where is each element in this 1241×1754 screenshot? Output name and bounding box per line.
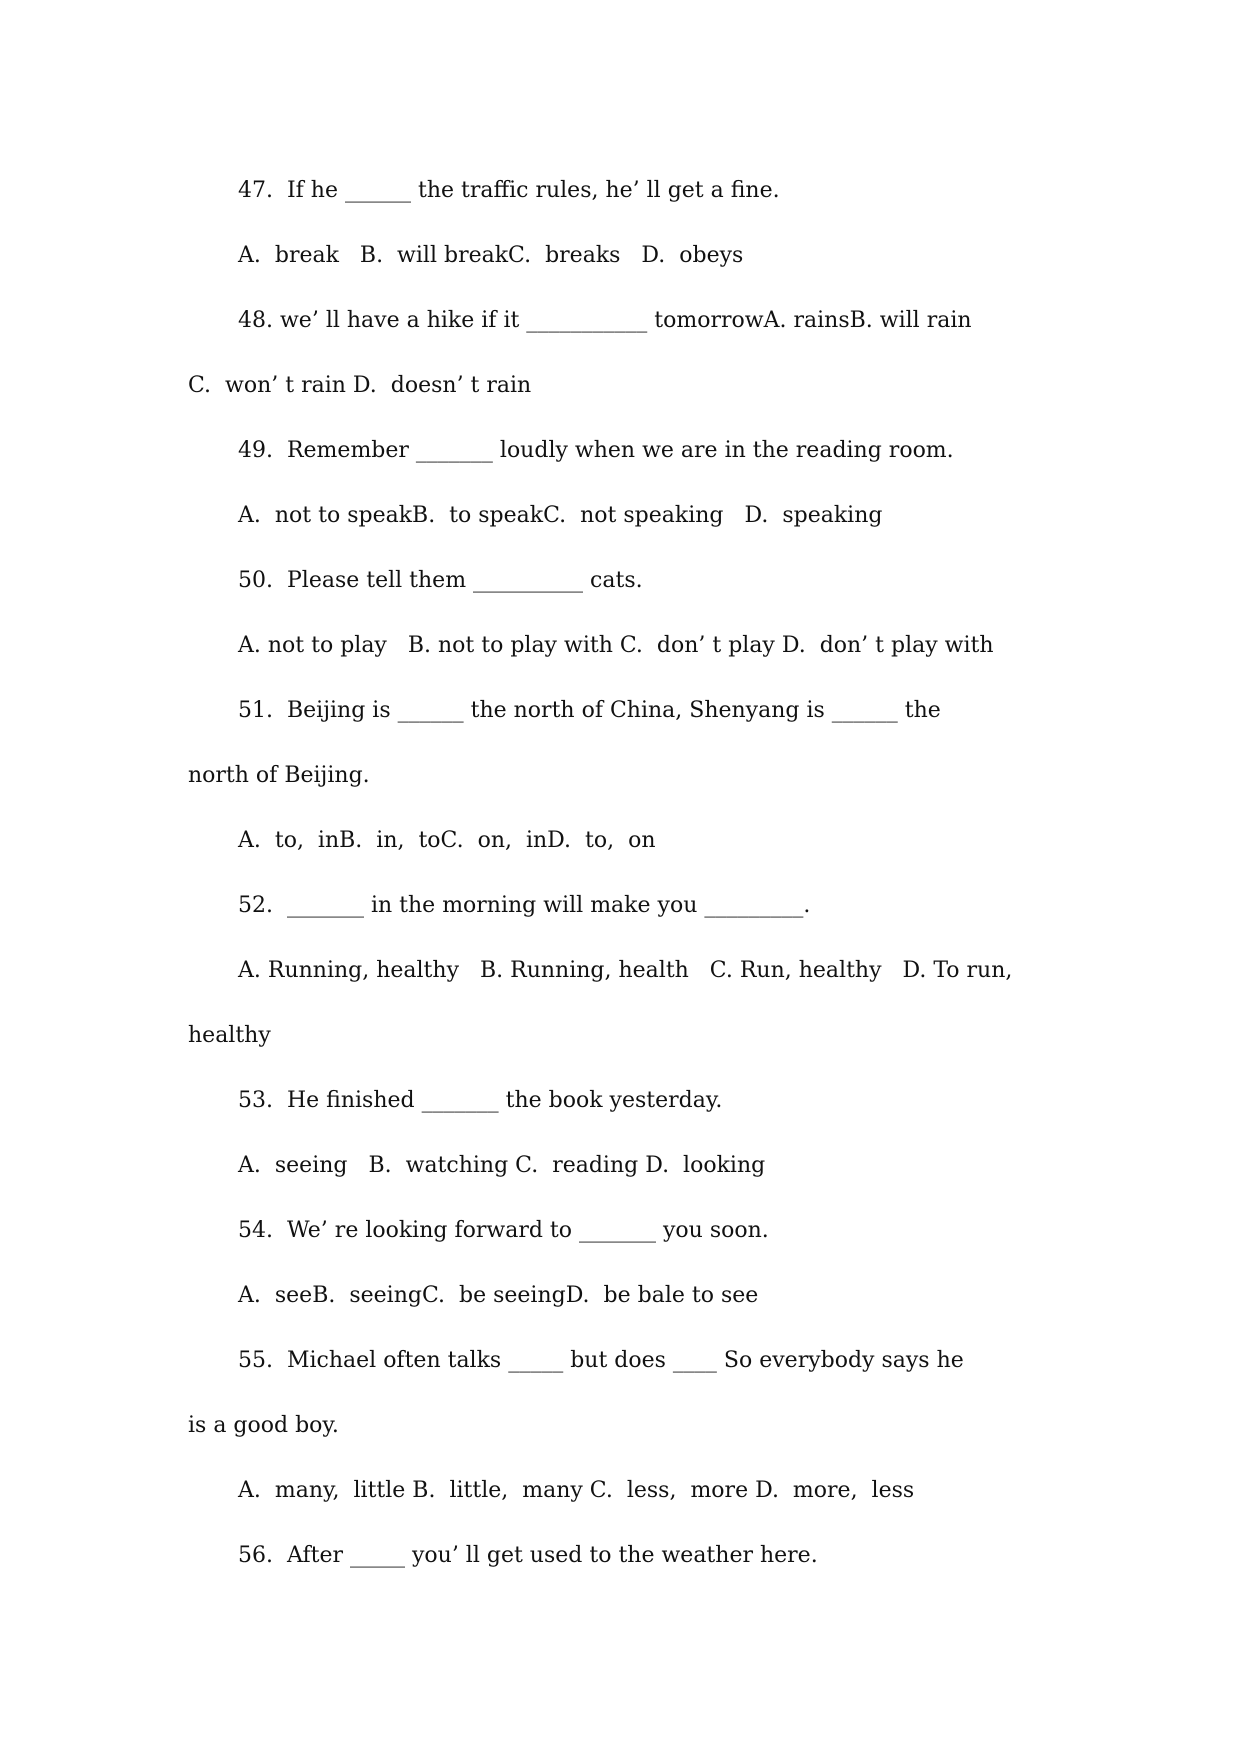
- question-54-options: A. seeB. seeingC. be seeingD. be bale to see: [238, 1283, 759, 1308]
- question-56-text: 56. After _____ you’ ll get used to the weather here.: [238, 1543, 818, 1568]
- question-52-options: A. Running, healthy B. Running, health C. Run, healthy D. To run,: [238, 958, 1013, 983]
- question-52-options-continued: healthy: [188, 1023, 271, 1048]
- question-51-text: 51. Beijing is ______ the north of China, Shenyang is ______ the: [238, 698, 941, 723]
- question-50-options: A. not to play B. not to play with C. don’ t play D. don’ t play with: [238, 633, 994, 658]
- question-52-text: 52. _______ in the morning will make you _________.: [238, 893, 811, 918]
- question-53-options: A. seeing B. watching C. reading D. looking: [238, 1153, 766, 1178]
- question-51-options: A. to, inB. in, toC. on, inD. to, on: [238, 828, 656, 853]
- question-47-text: 47. If he ______ the traffic rules, he’ ll get a fine.: [238, 178, 780, 203]
- document-body: [188, 158, 1058, 1588]
- question-51-text-continued: north of Beijing.: [188, 763, 370, 788]
- question-50-text: 50. Please tell them __________ cats.: [238, 568, 643, 593]
- question-54-text: 54. We’ re looking forward to _______ you soon.: [238, 1218, 769, 1243]
- question-48-options-continued: C. won’ t rain D. doesn’ t rain: [188, 373, 532, 398]
- question-49-text: 49. Remember _______ loudly when we are in the reading room.: [238, 438, 954, 463]
- question-49-options: A. not to speakB. to speakC. not speaking D. speaking: [238, 503, 883, 528]
- question-48-text: 48. we’ ll have a hike if it ___________ tomorrowA. rainsB. will rain: [238, 308, 972, 333]
- question-55-options: A. many, little B. little, many C. less, more D. more, less: [238, 1478, 915, 1503]
- question-55-text-continued: is a good boy.: [188, 1413, 339, 1438]
- question-55-text: 55. Michael often talks _____ but does ____ So everybody says he: [238, 1348, 964, 1373]
- question-53-text: 53. He finished _______ the book yesterday.: [238, 1088, 723, 1113]
- question-47-options: A. break B. will breakC. breaks D. obeys: [238, 243, 744, 268]
